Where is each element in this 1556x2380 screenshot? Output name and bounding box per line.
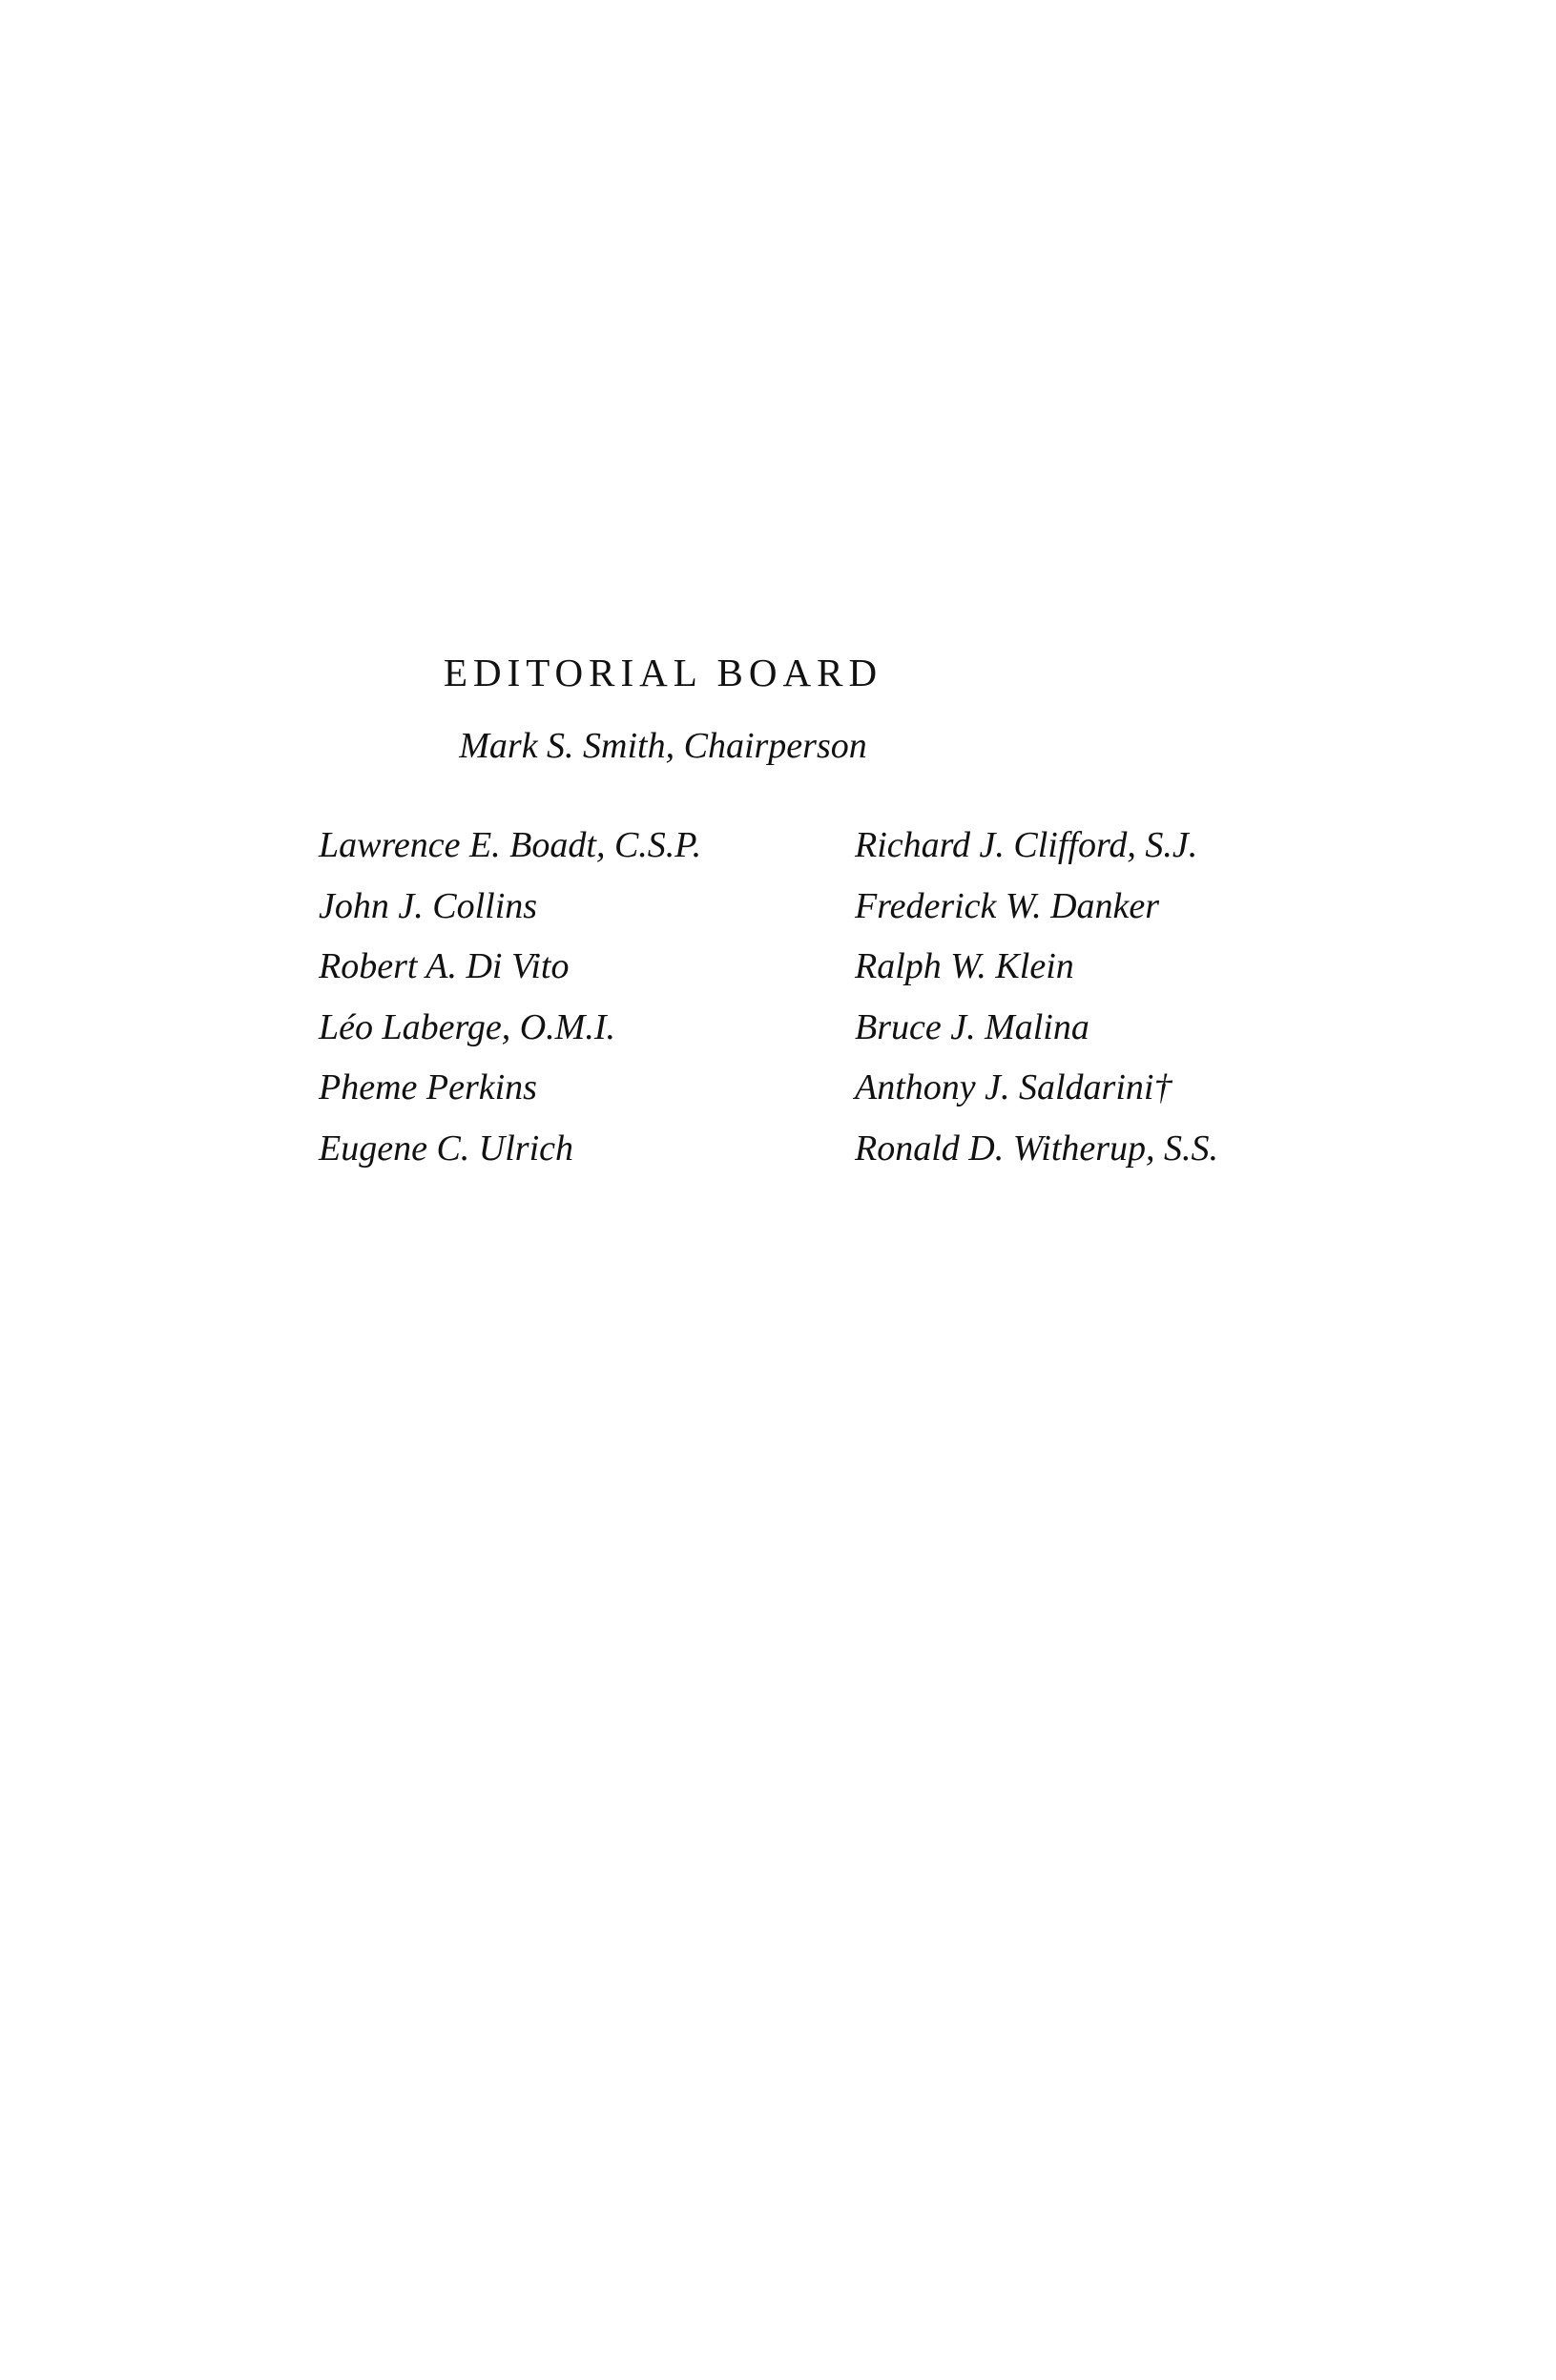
board-member: Pheme Perkins xyxy=(319,1067,537,1107)
board-member: Robert A. Di Vito xyxy=(319,946,570,986)
board-member: Frederick W. Danker xyxy=(855,885,1160,926)
members-left-column xyxy=(319,816,701,1179)
board-heading: EDITORIAL BOARD xyxy=(443,651,883,694)
board-member: Ronald D. Witherup, S.S. xyxy=(855,1128,1219,1169)
board-member: Lawrence E. Boadt, C.S.P. xyxy=(319,825,702,865)
board-member: John J. Collins xyxy=(319,885,538,926)
board-member: Anthony J. Saldarini† xyxy=(855,1067,1172,1107)
members-right-column xyxy=(855,816,1218,1179)
board-member: Eugene C. Ulrich xyxy=(319,1128,574,1169)
board-member: Ralph W. Klein xyxy=(855,946,1074,986)
board-member: Bruce J. Malina xyxy=(855,1006,1089,1047)
board-member: Léo Laberge, O.M.I. xyxy=(319,1006,615,1047)
chairperson-line: Mark S. Smith, Chairperson xyxy=(459,726,867,766)
board-member: Richard J. Clifford, S.J. xyxy=(855,825,1198,865)
